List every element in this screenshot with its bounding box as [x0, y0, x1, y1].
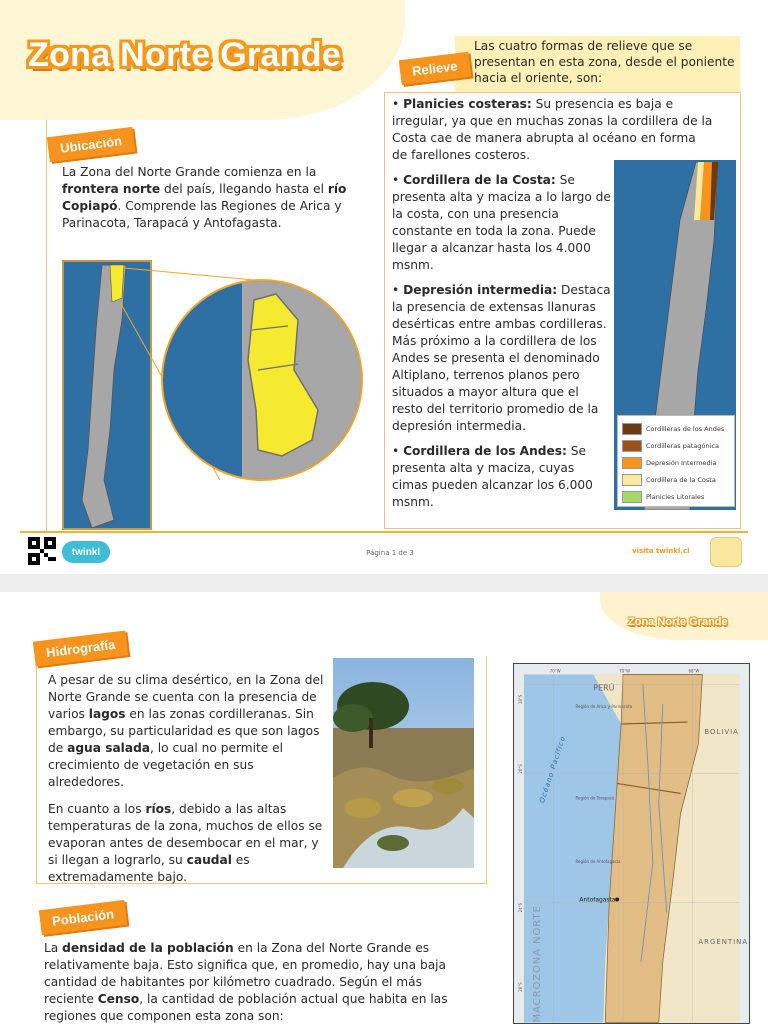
- legend-item: Cordilleras patagónica: [622, 437, 730, 454]
- qr-code-icon: [28, 537, 56, 565]
- legend-swatch: [622, 440, 642, 452]
- relieve-legend: [617, 415, 735, 507]
- hidrografia-paragraph: En cuanto a los ríos, debido a las altas temperaturas de la zona, muchos de ellos se evaporan antes de desembocar en el mar, y si llegan a lograrlo, su caudal es extremadamente bajo.: [48, 802, 323, 884]
- twinkl-logo[interactable]: twinkl: [62, 541, 110, 563]
- quality-badge-icon: [710, 537, 742, 567]
- map-tick: 70°W: [619, 668, 631, 674]
- legend-item: Planicies Litorales: [622, 488, 730, 505]
- section-tag-ubicacion: Ubicación: [47, 127, 136, 162]
- map-label-macrozona: MACROZONA NORTE: [531, 905, 543, 1023]
- legend-swatch: [622, 423, 642, 435]
- section-tag-relieve: Relieve: [399, 52, 471, 85]
- relieve-item: • Cordillera de la Costa: Se presenta alta y maciza a lo largo de la costa, con una presencia constante en toda la zona. Puede llegar a alcanzar hasta los 4.000 msnm.: [392, 173, 611, 272]
- map-tick: 70°W: [549, 668, 561, 674]
- map-tick: 26°S: [517, 982, 523, 992]
- map-label-peru: PERÚ: [593, 683, 615, 693]
- legend-item: Cordilleras de los Andes: [622, 420, 730, 437]
- map-label-region: Región de Tarapacá: [575, 795, 615, 801]
- map-tick: 18°S: [517, 694, 523, 705]
- page-footer: [20, 531, 748, 573]
- relieve-item: • Planicies costeras: Su presencia es baja e irregular, ya que en muchas zonas la cordillera de la Costa cae de manera abrupta al océano en forma de farellones costeros.: [392, 97, 713, 162]
- legend-item: Depresión Intermedia: [622, 454, 730, 471]
- map-tick: 24°S: [517, 902, 523, 913]
- poblacion-text: La densidad de la población en la Zona del Norte Grande es relativamente baja. Esto significa que, en promedio, hay una baja cantidad de habitantes por kilómetro cuadrado. Según el más reciente Censo, la cantidad de población actual que habita en las regiones que componen esta zona son:: [44, 941, 448, 1023]
- ubicacion-text: La Zona del Norte Grande comienza en la frontera norte del país, llegando hasta el río Copiapó. Comprende las Regiones de Arica y Parinacota, Tarapacá y Antofagasta.: [62, 165, 347, 230]
- page-title: Zona Norte Grande: [28, 36, 342, 74]
- relieve-intro: Las cuatro formas de relieve que se presentan en esta zona, desde el poniente hacia el oriente, son:: [474, 39, 735, 85]
- page-separator: [0, 574, 768, 592]
- map-label-bolivia: BOLIVIA: [704, 727, 739, 736]
- section-tag-poblacion: Población: [39, 900, 128, 935]
- page2-header-title: Zona Norte Grande: [628, 616, 728, 628]
- altiplano-photo: [333, 658, 474, 868]
- relieve-item: • Cordillera de los Andes: Se presenta alta y maciza, cuyas cimas pueden alcanzar los 6.000 msnm.: [392, 444, 593, 509]
- map-label-region: Región de Arica y Parinacota: [575, 704, 633, 710]
- map-label-argentina: ARGENTINA: [698, 938, 749, 947]
- visit-link[interactable]: visita twinkl.cl: [632, 547, 690, 555]
- map-label-ocean: Océano Pacífico: [538, 734, 568, 804]
- legend-item: Cordillera de la Costa: [622, 471, 730, 488]
- hidrografia-text: [48, 672, 324, 896]
- page-number: Página 1 de 3: [366, 549, 414, 557]
- macrozona-norte-map: [513, 663, 750, 1024]
- hidrografia-paragraph: A pesar de su clima desértico, en la Zona del Norte Grande se cuenta con la presencia de varios lagos en las zonas cordilleranas. Sin embargo, su particularidad es que son lagos de agua salada, lo cual no permite el crecimiento de vegetación en sus alrededores.: [48, 673, 324, 789]
- chile-zoom-map: [62, 260, 372, 530]
- map-label-region: Región de Antofagasta: [575, 858, 621, 864]
- legend-swatch: [622, 457, 642, 469]
- relieve-item: • Depresión intermedia: Destaca la presencia de extensas llanuras desérticas entre ambas cordilleras. Más próximo a la cordillera de los Andes se presenta el denominado Altiplano, terrenos planos pero situados a mayor altura que el resto del territorio promedio de la depresión intermedia.: [392, 283, 611, 433]
- section-tag-hidrografia: Hidrografía: [33, 630, 129, 666]
- map-tick: 68°W: [688, 668, 700, 674]
- footer-rule: [20, 531, 748, 533]
- legend-swatch: [622, 474, 642, 486]
- map-label-city: Antofagasta: [579, 896, 616, 904]
- legend-swatch: [622, 491, 642, 503]
- city-marker-icon: [615, 898, 619, 902]
- map-tick: 20°S: [517, 764, 523, 774]
